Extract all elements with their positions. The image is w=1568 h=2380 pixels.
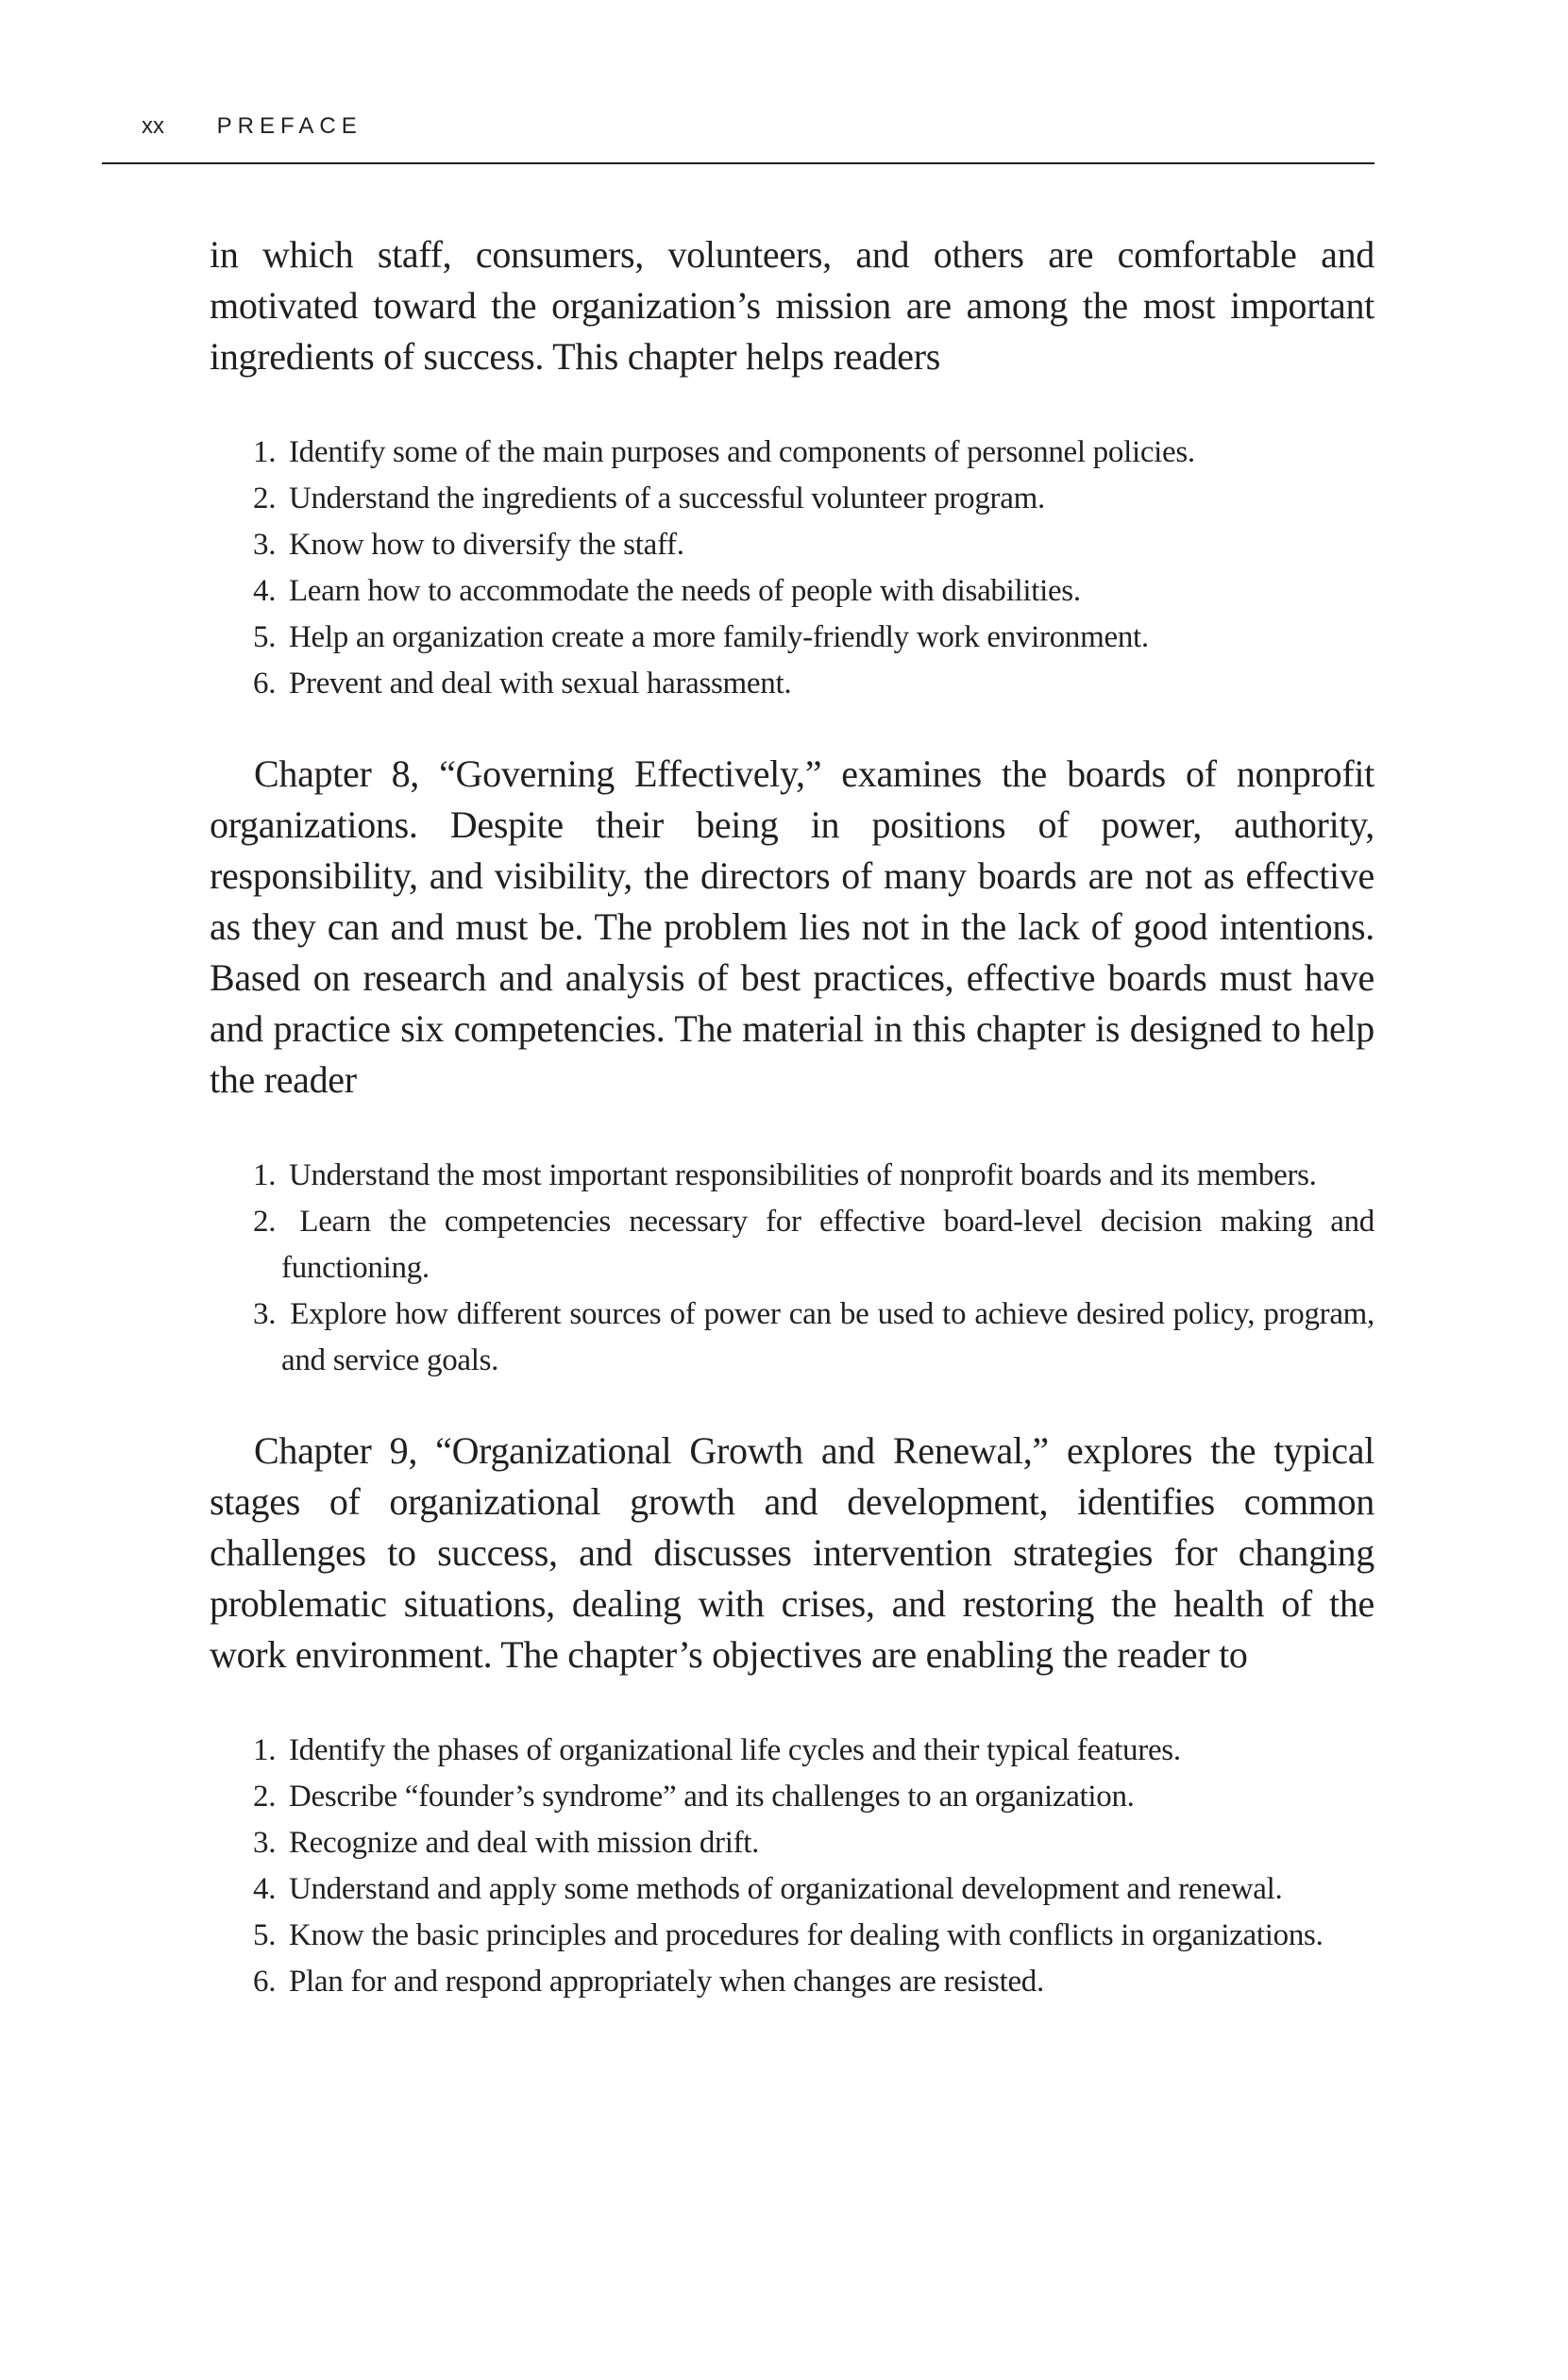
page-number: xx	[142, 113, 164, 139]
paragraph: Chapter 9, “Organizational Growth and Renewal,” explores the typical stages of organizational growth and development, identifies common challenges to success, and discusses intervention strategies for changing problematic situations, dealing with crises, and restoring the health of the work environment. The chapter’s objectives are enabling the reader to	[210, 1429, 1374, 1676]
list-text: Understand the most important responsibilities of nonprofit boards and its members.	[288, 1158, 1317, 1192]
list-text: Understand the ingredients of a successful volunteer program.	[288, 481, 1045, 515]
list-number: 6.	[253, 667, 277, 700]
section-chapter-8	[210, 749, 1374, 1426]
list-text: Recognize and deal with mission drift.	[288, 1826, 760, 1860]
list-number: 4.	[253, 574, 277, 608]
list-number: 2.	[253, 1205, 277, 1239]
list-number: 4.	[253, 1872, 277, 1906]
list-text: Prevent and deal with sexual harassment.	[288, 667, 792, 700]
list-item	[253, 1820, 1374, 1866]
running-title: PREFACE	[216, 113, 362, 139]
list-number: 5.	[253, 1918, 277, 1952]
list-text: Identify the phases of organizational life cycles and their typical features.	[288, 1733, 1181, 1767]
list-item	[253, 522, 1374, 568]
list-item	[253, 1913, 1374, 1959]
list-item	[253, 476, 1374, 522]
list-text: Know how to diversify the staff.	[288, 528, 684, 562]
list-item	[253, 1866, 1374, 1913]
list-number: 1.	[253, 1158, 277, 1192]
list-item	[253, 1291, 1374, 1384]
paragraph: in which staff, consumers, volunteers, and others are comfortable and motivated toward the organization’s mission are among the most important ingredients of success. This chapter helps readers	[210, 233, 1374, 378]
list-number: 1.	[253, 1733, 277, 1767]
running-head	[142, 113, 362, 140]
list-number: 2.	[253, 1780, 277, 1814]
list-item	[253, 1199, 1374, 1291]
list-text: Plan for and respond appropriately when changes are resisted.	[288, 1965, 1044, 1999]
list-item	[253, 430, 1374, 476]
paragraph: Chapter 8, “Governing Effectively,” examines the boards of nonprofit organizations. Despite their being in positions of power, authority, responsibility, and visibility, the directors of many boards are not as effective as they can and must be. The problem lies not in the lack of good intentions. Based on research and analysis of best practices, effective boards must have and practice six competencies. The material in this chapter is designed to help the reader	[210, 752, 1374, 1101]
list-item	[253, 615, 1374, 661]
list-item	[253, 1153, 1374, 1199]
list-text: Help an organization create a more family-friendly work environment.	[288, 620, 1149, 654]
list-number: 3.	[253, 1297, 277, 1331]
section-chapter-9	[210, 1426, 1374, 2005]
list-text: Explore how different sources of power can be used to achieve desired policy, program, and service goals.	[281, 1297, 1374, 1377]
list-number: 3.	[253, 528, 277, 562]
list-item	[253, 1959, 1374, 2005]
list-number: 6.	[253, 1965, 277, 1999]
list-text: Know the basic principles and procedures for dealing with conflicts in organizations.	[288, 1918, 1324, 1952]
list-number: 1.	[253, 435, 277, 469]
list-text: Identify some of the main purposes and components of personnel policies.	[288, 435, 1195, 469]
list-item	[253, 661, 1374, 707]
page-body	[210, 229, 1374, 2005]
header-rule	[102, 162, 1374, 164]
list-text: Describe “founder’s syndrome” and its challenges to an organization.	[288, 1780, 1135, 1814]
objectives-list	[210, 1153, 1374, 1384]
list-item	[253, 1774, 1374, 1820]
list-text: Learn how to accommodate the needs of people with disabilities.	[288, 574, 1081, 608]
section-chapter-7	[210, 229, 1374, 749]
list-number: 2.	[253, 481, 277, 515]
objectives-list	[210, 1728, 1374, 2005]
list-item	[253, 1728, 1374, 1774]
list-number: 3.	[253, 1826, 277, 1860]
list-text: Learn the competencies necessary for effective board-level decision making and functioning.	[281, 1205, 1374, 1285]
list-text: Understand and apply some methods of organizational development and renewal.	[288, 1872, 1283, 1906]
list-item	[253, 568, 1374, 615]
list-number: 5.	[253, 620, 277, 654]
objectives-list	[210, 430, 1374, 707]
